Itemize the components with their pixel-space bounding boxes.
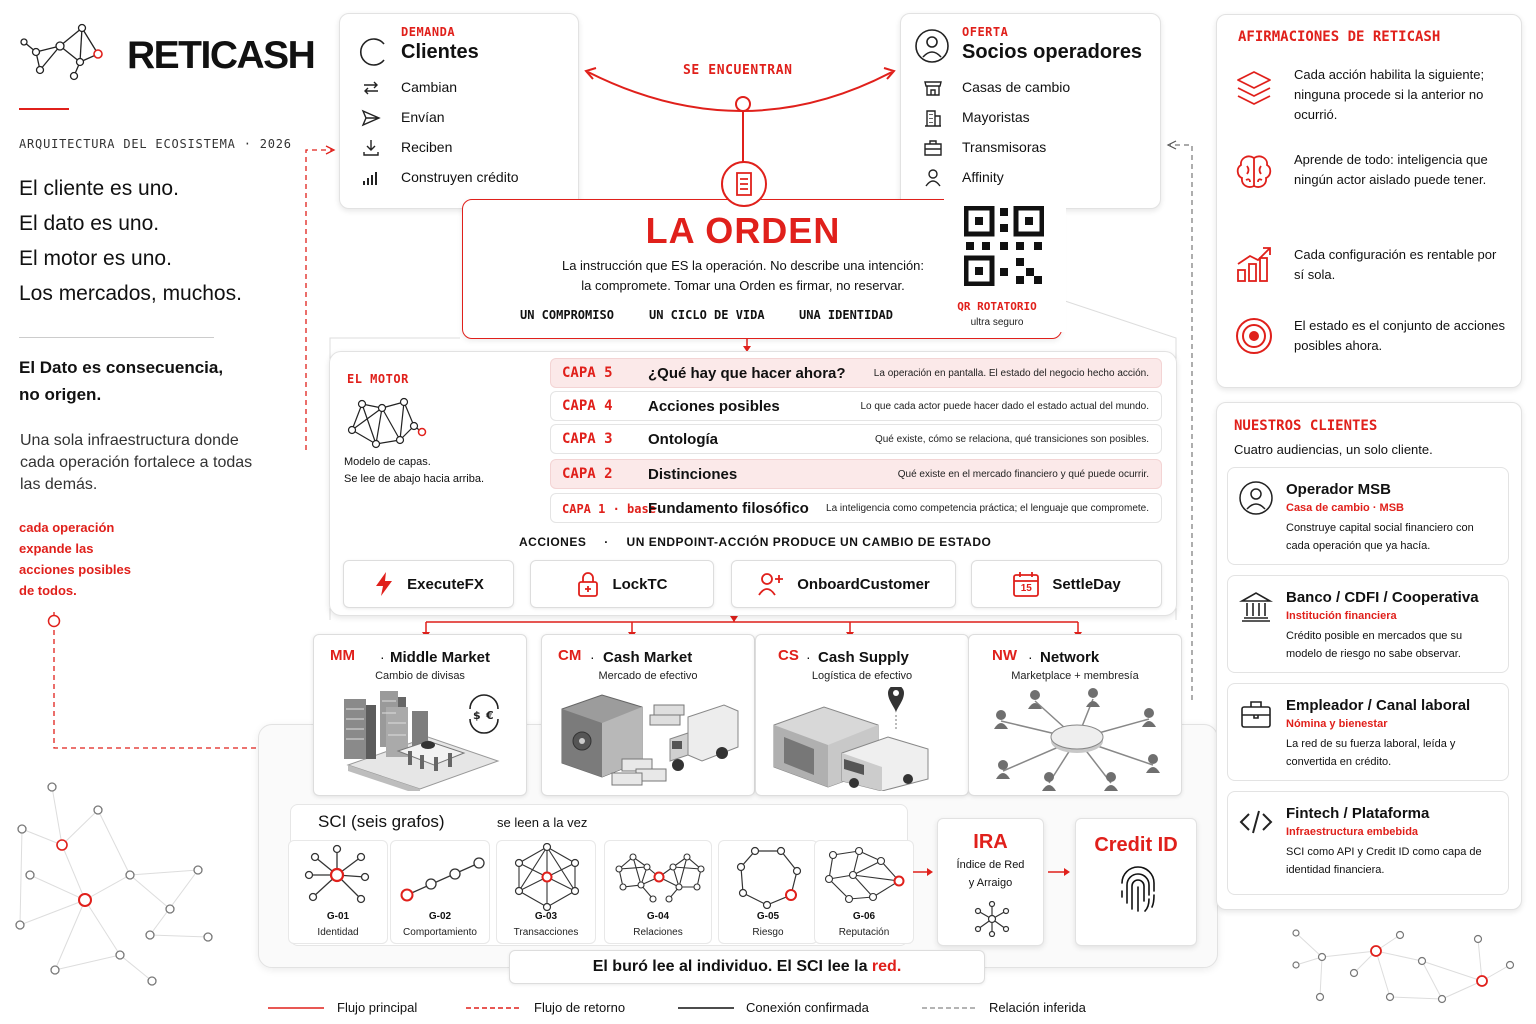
legend-solid-red xyxy=(268,1006,324,1010)
layer-model-icon xyxy=(344,396,428,454)
layer-3-desc: Qué existe, cómo se relaciona, qué transiciones son posibles. xyxy=(874,433,1149,445)
demand-item-3: Reciben xyxy=(401,139,453,155)
client-bank-sub: Institución financiera xyxy=(1286,610,1397,622)
layer-4-desc: Lo que cada actor puede hacer dado el estado actual del mundo. xyxy=(860,400,1149,412)
layer-1-title: Fundamento filosófico xyxy=(648,499,809,517)
offer-item-3: Transmisoras xyxy=(962,139,1047,155)
layer-1-desc: La inteligencia como competencia práctica; el lenguaje que compromete. xyxy=(826,502,1149,514)
market-cs-code: CS xyxy=(778,647,799,664)
affirmation-3: Cada configuración es rentable por sí sola. xyxy=(1294,247,1497,282)
brand-name: RETICASH xyxy=(127,34,315,77)
layer-5 xyxy=(550,358,1162,388)
graph-g04-id: G-04 xyxy=(646,911,670,922)
offer-item-2: Mayoristas xyxy=(962,109,1030,125)
demand-item-1: Cambian xyxy=(401,79,458,95)
client-bank-desc: Crédito posible en mercados que su modelo de riesgo no sabe observar. xyxy=(1286,630,1463,660)
lock-icon xyxy=(576,571,600,597)
user-icon xyxy=(1238,480,1274,516)
calendar-day: 15 xyxy=(1020,583,1032,594)
layer-2-title: Distinciones xyxy=(648,465,738,483)
arrow-right-icon-2 xyxy=(1048,866,1072,878)
graph-g04-label: Relaciones xyxy=(633,927,683,938)
market-cm xyxy=(541,634,755,796)
layers-icon xyxy=(1234,68,1274,108)
exchange-icon xyxy=(361,78,381,98)
meet-label: SE ENCUENTRAN xyxy=(683,63,793,78)
graph-g05-id: G-05 xyxy=(756,911,780,922)
bureau-prefix: El buró lee al individuo. El SCI lee la xyxy=(592,958,868,975)
motor-note-2: Se lee de abajo hacia arriba. xyxy=(344,473,485,485)
client-fintech-desc: SCI como API y Credit ID como capa de identidad financiera. xyxy=(1286,846,1482,876)
client-fintech-sub: Infraestructura embebida xyxy=(1286,826,1419,838)
orden-desc-2: la compromete. Tomar una Orden es firmar, no reservar. xyxy=(581,278,905,293)
bureau-accent: red. xyxy=(871,958,902,975)
ring-graph-icon xyxy=(735,845,803,909)
layer-5-title: ¿Qué hay que hacer ahora? xyxy=(648,364,846,382)
briefcase-icon xyxy=(1238,696,1274,732)
offer-item-1: Casas de cambio xyxy=(962,79,1071,95)
offer-kicker: OFERTA xyxy=(962,25,1009,39)
dato-line-2: no origen. xyxy=(19,385,102,404)
market-cm-sub: Mercado de efectivo xyxy=(598,670,698,682)
graph-g05-label: Riesgo xyxy=(752,927,784,938)
market-nw-dot: · xyxy=(1028,649,1033,665)
layer-3-id: CAPA 3 xyxy=(562,431,613,447)
orden-tag-1: UN COMPROMISO xyxy=(520,308,614,322)
layer-2 xyxy=(550,459,1162,489)
growth-chart-icon xyxy=(1234,244,1274,284)
graph-g03-label: Transacciones xyxy=(513,927,579,938)
action-locktc-label: LockTC xyxy=(612,575,668,593)
action-locktc[interactable] xyxy=(530,560,714,608)
sci-sub: se leen a la vez xyxy=(497,815,588,830)
person-circle-icon xyxy=(914,28,950,64)
calendar-icon xyxy=(1012,570,1040,598)
motor-kicker: EL MOTOR xyxy=(347,372,409,386)
expand-line-1: cada operación xyxy=(19,520,115,535)
orden-title: LA ORDEN xyxy=(645,210,841,251)
market-mm-code: MM xyxy=(330,647,355,664)
infra-line-3: las demás. xyxy=(20,476,98,493)
client-bank xyxy=(1227,575,1509,673)
client-msb-desc: Construye capital social financiero con cada operación que ya hacía. xyxy=(1286,522,1474,552)
client-fintech xyxy=(1227,791,1509,895)
layer-4-title: Acciones posibles xyxy=(648,397,780,415)
infra-line-1: Una sola infraestructura donde xyxy=(20,432,239,449)
mantra-4: Los mercados, muchos. xyxy=(19,282,242,305)
sci-title: SCI (seis grafos) xyxy=(318,812,445,831)
layer-4 xyxy=(550,391,1162,421)
actions-sub: UN ENDPOINT-ACCIÓN PRODUCE UN CAMBIO DE ESTADO xyxy=(626,535,992,549)
return-node-icon xyxy=(47,614,61,628)
client-msb-name: Operador MSB xyxy=(1286,481,1392,498)
action-executefx-label: ExecuteFX xyxy=(407,575,484,593)
send-icon xyxy=(361,108,381,128)
qr-code-icon xyxy=(964,206,1044,286)
offer-card xyxy=(900,13,1161,209)
layer-3-title: Ontología xyxy=(648,430,718,448)
bank-icon xyxy=(1238,588,1274,624)
demand-title: Clientes xyxy=(401,41,479,63)
market-cs xyxy=(755,634,969,796)
person-icon xyxy=(923,168,943,188)
mantra-1: El cliente es uno. xyxy=(19,177,179,200)
mesh-graph-icon xyxy=(511,843,583,911)
ira-sub-2: y Arraigo xyxy=(968,877,1013,889)
star-graph-icon xyxy=(303,843,375,911)
network-decoration-icon xyxy=(0,775,225,990)
add-user-icon xyxy=(757,571,785,597)
market-mm xyxy=(313,634,527,796)
cash-vault-icon xyxy=(552,687,748,791)
mantra-3: El motor es uno. xyxy=(19,247,172,270)
expand-line-4: de todos. xyxy=(19,583,77,598)
building-icon xyxy=(923,108,943,128)
graph-g01-label: Identidad xyxy=(317,927,359,938)
market-cm-dot: · xyxy=(590,649,595,665)
qr-label: QR ROTATORIO xyxy=(957,300,1037,313)
city-bank-icon xyxy=(328,687,518,791)
accent-rule xyxy=(19,108,69,110)
orden-tag-3: UNA IDENTIDAD xyxy=(799,308,893,322)
client-msb-sub: Casa de cambio · MSB xyxy=(1286,502,1404,514)
qr-sublabel: ultra seguro xyxy=(970,317,1024,328)
graph-g02 xyxy=(390,840,490,944)
graph-g04 xyxy=(604,840,712,944)
briefcase-icon xyxy=(923,138,943,158)
brain-icon xyxy=(1234,152,1274,192)
layer-2-id: CAPA 2 xyxy=(562,466,613,482)
layer-2-desc: Qué existe en el mercado financiero y qué puede ocurrir. xyxy=(897,468,1149,480)
dato-line-1: El Dato es consecuencia, xyxy=(19,358,224,377)
svg-text:$: $ xyxy=(473,709,481,722)
credit-id-card xyxy=(1075,818,1197,946)
action-executefx[interactable] xyxy=(343,560,514,608)
legend-dashed-red xyxy=(466,1006,522,1010)
client-msb xyxy=(1227,467,1509,565)
fingerprint-icon xyxy=(1116,865,1160,913)
expand-line-2: expande las xyxy=(19,541,94,556)
legend-solid-black xyxy=(678,1006,734,1010)
market-cs-sub: Logística de efectivo xyxy=(811,670,913,682)
offer-item-4: Affinity xyxy=(962,169,1004,185)
action-onboardcustomer[interactable] xyxy=(731,560,956,608)
network-decoration-right-icon xyxy=(1282,925,1522,1015)
reputation-graph-icon xyxy=(823,845,907,909)
user-icon xyxy=(358,36,390,68)
arrow-right-icon xyxy=(913,866,935,878)
legend-main-flow: Flujo principal xyxy=(337,1000,418,1015)
client-employer-desc: La red de su fuerza laboral, leída y convertida en crédito. xyxy=(1286,738,1456,768)
affirmation-2: Aprende de todo: inteligencia que ningún actor aislado puede tener. xyxy=(1294,152,1488,187)
graph-g05 xyxy=(718,840,818,944)
orden-desc-1: La instrucción que ES la operación. No describe una intención: xyxy=(561,258,925,273)
market-nw xyxy=(968,634,1182,796)
market-cm-code: CM xyxy=(558,647,582,664)
market-mm-sub: Cambio de divisas xyxy=(375,670,465,682)
layer-5-desc: La operación en pantalla. El estado del negocio hecho acción. xyxy=(873,367,1149,379)
client-fintech-name: Fintech / Plataforma xyxy=(1286,805,1430,822)
affirmations-title: AFIRMACIONES DE RETICASH xyxy=(1238,29,1441,45)
market-nw-sub: Marketplace + membresía xyxy=(1011,670,1139,682)
document-icon xyxy=(720,160,768,208)
network-hub-icon xyxy=(973,901,1011,937)
layer-5-id: CAPA 5 xyxy=(562,365,613,381)
actions-head: ACCIONES xyxy=(519,535,587,549)
graph-g06 xyxy=(814,840,914,944)
hub-network-icon xyxy=(983,687,1171,791)
client-employer xyxy=(1227,683,1509,781)
code-icon xyxy=(1238,804,1274,840)
affirmation-1: Cada acción habilita la siguiente; ninguna procede si la anterior no ocurrió. xyxy=(1294,67,1485,122)
action-settleday-label: SettleDay xyxy=(1052,575,1121,593)
svg-text:€: € xyxy=(486,709,494,722)
market-nw-code: NW xyxy=(992,647,1017,664)
actions-dot: · xyxy=(604,535,609,549)
lightning-icon xyxy=(373,571,395,597)
action-onboardcustomer-label: OnboardCustomer xyxy=(797,575,930,593)
actions-heading xyxy=(519,535,991,549)
infra-line-2: cada operación fortalece a todas xyxy=(20,454,253,471)
graph-g01-id: G-01 xyxy=(326,911,350,922)
ecosystem-subtitle: ARQUITECTURA DEL ECOSISTEMA · 2026 xyxy=(19,137,292,151)
graph-g06-label: Reputación xyxy=(838,927,890,938)
network-logo-icon xyxy=(20,20,108,84)
layer-4-id: CAPA 4 xyxy=(562,398,613,414)
ira-title: IRA xyxy=(973,831,1008,853)
offer-title: Socios operadores xyxy=(962,41,1143,63)
store-icon xyxy=(923,78,943,98)
client-employer-name: Empleador / Canal laboral xyxy=(1286,697,1471,714)
graph-g06-id: G-06 xyxy=(852,911,876,922)
chain-graph-icon xyxy=(397,855,487,905)
legend-dashed-gray xyxy=(922,1006,978,1010)
layer-1 xyxy=(550,493,1162,523)
graph-g02-id: G-02 xyxy=(428,911,452,922)
affirmation-4: El estado es el conjunto de acciones posibles ahora. xyxy=(1294,318,1506,353)
expand-line-3: acciones posibles xyxy=(19,562,131,577)
warehouse-truck-icon xyxy=(768,687,960,791)
client-bank-name: Banco / CDFI / Cooperativa xyxy=(1286,589,1479,606)
market-cs-dot: · xyxy=(806,649,811,665)
action-settleday[interactable] xyxy=(971,560,1162,608)
market-mm-title: Middle Market xyxy=(390,649,491,666)
demand-item-2: Envían xyxy=(401,109,445,125)
graph-g02-label: Comportamiento xyxy=(403,927,477,938)
demand-kicker: DEMANDA xyxy=(401,25,456,39)
orden-tag-2: UN CICLO DE VIDA xyxy=(649,308,765,322)
layer-3 xyxy=(550,424,1162,454)
motor-note-1: Modelo de capas. xyxy=(344,456,431,468)
graph-g01 xyxy=(288,840,388,944)
demand-card xyxy=(339,13,579,209)
mantra-2: El dato es uno. xyxy=(19,212,160,235)
divider xyxy=(19,337,214,338)
market-nw-title: Network xyxy=(1040,649,1100,666)
market-cm-title: Cash Market xyxy=(603,649,693,666)
ira-card xyxy=(937,818,1044,946)
layer-1-id: CAPA 1 · base xyxy=(562,502,656,516)
legend-return-flow: Flujo de retorno xyxy=(534,1000,626,1015)
cluster-graph-icon xyxy=(613,851,707,907)
bars-icon xyxy=(361,168,381,188)
clients-sub: Cuatro audiencias, un solo cliente. xyxy=(1234,442,1433,457)
target-icon xyxy=(1234,316,1274,356)
graph-g03 xyxy=(496,840,596,944)
clients-title: NUESTROS CLIENTES xyxy=(1234,418,1378,434)
qr-panel xyxy=(944,196,1066,332)
download-icon xyxy=(361,138,381,158)
graph-g03-id: G-03 xyxy=(534,911,558,922)
legend-confirmed: Conexión confirmada xyxy=(746,1000,869,1015)
market-mm-dot: · xyxy=(380,649,385,665)
market-cs-title: Cash Supply xyxy=(818,649,909,666)
ira-sub-1: Índice de Red xyxy=(956,859,1025,871)
demand-item-4: Construyen crédito xyxy=(401,169,519,185)
bureau-banner xyxy=(509,950,985,984)
legend-inferred: Relación inferida xyxy=(989,1000,1086,1015)
client-employer-sub: Nómina y bienestar xyxy=(1286,718,1388,730)
credit-id-title: Credit ID xyxy=(1094,834,1178,856)
